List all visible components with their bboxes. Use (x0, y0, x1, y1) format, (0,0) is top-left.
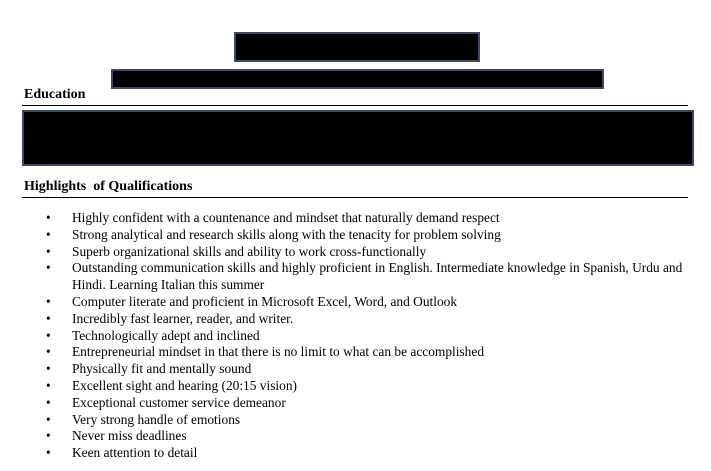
list-item (0, 378, 711, 395)
bullet-icon: • (46, 260, 51, 276)
list-item-text: Excellent sight and hearing (20:15 vision) (72, 377, 297, 393)
list-item (0, 361, 711, 378)
redacted-name-block (234, 32, 480, 62)
bullet-icon: • (46, 293, 51, 309)
list-item-text: Highly confident with a countenance and mindset that naturally demand respect (72, 210, 500, 225)
list-item-text: Computer literate and proficient in Microsoft Excel, Word, and Outlook (72, 293, 458, 309)
list-item-text: Incredibly fast learner, reader, and writer. (72, 310, 294, 326)
bullet-icon: • (46, 428, 51, 444)
list-item-text: Superb organizational skills and ability to work cross-functionally (72, 243, 427, 259)
bullet-icon: • (46, 327, 51, 343)
list-item (0, 344, 711, 361)
list-item-text: Never miss deadlines (72, 428, 187, 444)
education-divider (22, 105, 688, 106)
bullet-icon: • (46, 310, 51, 326)
bullet-icon: • (46, 445, 51, 461)
list-item-text: Physically fit and mentally sound (72, 361, 252, 377)
list-item (0, 412, 711, 429)
redacted-contact-block (111, 69, 604, 89)
highlights-divider (22, 197, 688, 198)
bullet-icon: • (46, 361, 51, 377)
list-item (0, 445, 711, 462)
list-item (0, 210, 711, 227)
list-item (0, 244, 711, 261)
list-item (0, 260, 711, 294)
list-item (0, 395, 711, 412)
highlights-heading: Highlights of Qualifications (24, 179, 193, 194)
bullet-icon: • (46, 210, 51, 225)
list-item (0, 328, 711, 345)
highlights-list (0, 210, 711, 462)
list-item-text: Entrepreneurial mindset in that there is no limit to what can be accomplished (72, 344, 485, 360)
education-heading: Education (24, 87, 86, 102)
bullet-icon: • (46, 226, 51, 242)
list-item-text: Very strong handle of emotions (72, 411, 241, 427)
list-item-text: Strong analytical and research skills along with the tenacity for problem solving (72, 226, 501, 242)
list-item-text: Keen attention to detail (72, 445, 198, 461)
list-item-text: Technologically adept and inclined (72, 327, 260, 343)
list-item (0, 227, 711, 244)
bullet-icon: • (46, 411, 51, 427)
bullet-icon: • (46, 377, 51, 393)
bullet-icon: • (46, 243, 51, 259)
list-item-text: Outstanding communication skills and highly proficient in English. Intermediate knowledge in Spanish, Urdu and Hindi. Learning Italian this summer (72, 260, 683, 293)
list-item-text: Exceptional customer service demeanor (72, 394, 286, 410)
redacted-education-details (22, 110, 694, 166)
bullet-icon: • (46, 394, 51, 410)
list-item (0, 428, 711, 445)
list-item (0, 311, 711, 328)
bullet-icon: • (46, 344, 51, 360)
list-item (0, 294, 711, 311)
